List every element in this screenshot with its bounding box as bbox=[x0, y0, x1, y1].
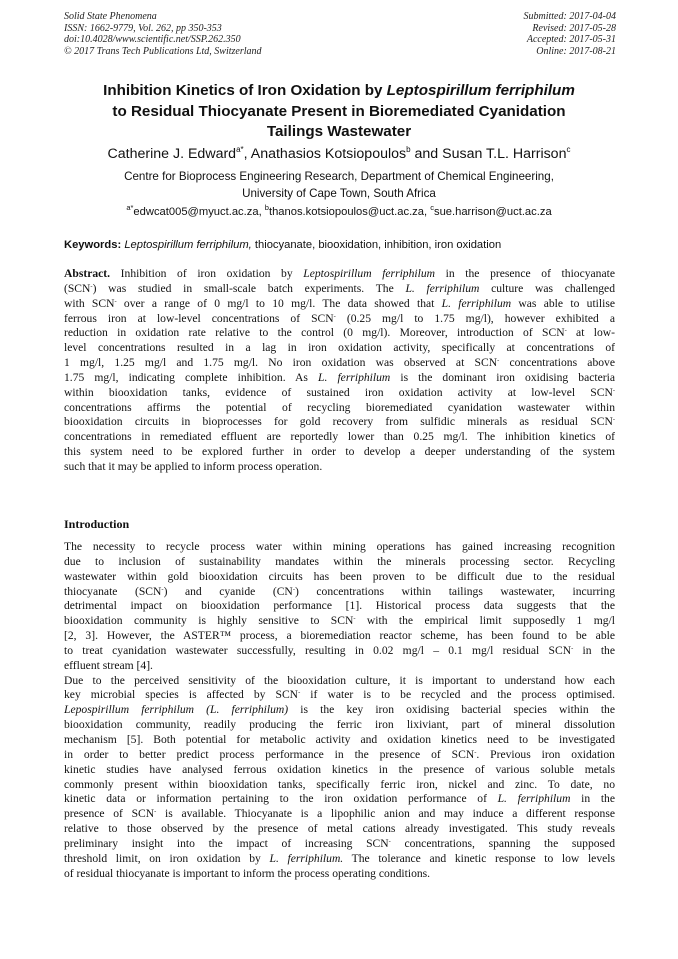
email-b: thanos.kotsiopoulos@uct.ac.za, bbox=[268, 206, 431, 218]
email-c-mark: c bbox=[430, 203, 434, 212]
text-run: presence of SCN bbox=[64, 807, 155, 821]
introduction-line bbox=[64, 822, 615, 837]
text-run: The tolerance and kinetic response to low levels bbox=[343, 851, 615, 865]
italic-text: L. ferriphilum. bbox=[269, 851, 344, 865]
journal-doi: doi:10.4028/www.scientific.net/SSP.262.350 bbox=[64, 34, 241, 46]
date-online: Online: 2017-08-21 bbox=[536, 45, 616, 57]
date-revised: Revised: 2017-05-28 bbox=[532, 22, 616, 34]
italic-text: Leptospirillum ferriphilum bbox=[303, 267, 436, 280]
introduction-line bbox=[64, 748, 615, 763]
introduction-line bbox=[64, 659, 615, 674]
superscript: - bbox=[298, 689, 301, 697]
text-run: in order to better predict process performance in the presence of SCN bbox=[64, 747, 475, 761]
introduction-line bbox=[64, 867, 615, 882]
text-run: level concentrations resulted in a lag in iron oxidation activity, specifically at concentrations of bbox=[64, 341, 615, 355]
text-run: in the bbox=[573, 643, 615, 657]
text-run: (SCN bbox=[64, 281, 91, 295]
author-1-mark: a* bbox=[236, 145, 244, 154]
text-run: is the key iron oxidising bacterial species within the bbox=[288, 703, 615, 717]
text-run: biooxidation circuits in bioprocesses for gold recovery from sulfidic minerals as residual SCN bbox=[64, 415, 613, 429]
text-run: concentrations affirms the potential of recycling bioremediated cyanidation wastewater within bbox=[64, 400, 615, 414]
text-run: is available. Thiocyanate is a lipophilic anion and may induce a different response bbox=[156, 807, 615, 821]
text-run: relative to those observed by the presence of metal cations already investigated. This study reveals bbox=[64, 822, 615, 836]
text-run: The necessity to recycle process water within mining operations has gained increasing recognition bbox=[64, 540, 615, 553]
introduction-line bbox=[64, 674, 615, 689]
text-run: biooxidation community, readily producing the ferric iron lixiviant, part of mineral dissolution bbox=[64, 718, 615, 732]
text-run: due to inclusion of sustainability mandates within the minerals processing sector. Recycling bbox=[64, 554, 615, 568]
text-run: biooxidation community is highly sensitive to SCN bbox=[64, 614, 354, 628]
text-run: wastewater within gold biooxidation circuits has been proven to be difficult due to the residual bbox=[64, 569, 615, 583]
text-run: [2, 3]. However, the ASTER™ process, a bioremediation reactor scheme, has been found to be able bbox=[64, 629, 615, 643]
text-run: reduction in oxidation rate relative to the control (0 mg/l). Moreover, introduction of SCN bbox=[64, 326, 565, 340]
superscript: - bbox=[292, 585, 295, 593]
abstract-line bbox=[64, 312, 615, 327]
introduction-line bbox=[64, 778, 615, 793]
abstract-line bbox=[64, 326, 615, 341]
date-accepted: Accepted: 2017-05-31 bbox=[526, 34, 616, 46]
introduction-line bbox=[64, 852, 615, 867]
introduction-line bbox=[64, 585, 615, 600]
text-run: this system need to be explored further in order to develop a deeper understanding of the system bbox=[64, 445, 615, 459]
superscript: - bbox=[612, 416, 615, 424]
italic-text: Lepospirillum ferriphilum (L. ferriphilum) bbox=[64, 703, 289, 717]
title-line-3: Tailings Wastewater bbox=[266, 123, 412, 140]
text-run: in the bbox=[570, 792, 615, 806]
keywords-label: Keywords: bbox=[64, 239, 122, 251]
text-run: 1.75 mg/l, indicating complete inhibition. As bbox=[64, 370, 319, 384]
superscript: - bbox=[161, 585, 164, 593]
superscript: - bbox=[154, 808, 157, 816]
text-run: ) and cyanide (CN bbox=[163, 584, 293, 598]
introduction-line bbox=[64, 763, 615, 778]
text-run: within biooxidation tanks, evidence of sustained iron oxidation activity at low-level SCN bbox=[64, 385, 613, 399]
journal-issn: ISSN: 1662-9779, Vol. 262, pp 350-353 bbox=[64, 22, 222, 34]
journal-name: Solid State Phenomena bbox=[64, 11, 157, 22]
superscript: - bbox=[497, 357, 500, 365]
superscript: - bbox=[90, 282, 93, 290]
introduction-line bbox=[64, 703, 615, 718]
introduction-line bbox=[64, 688, 615, 703]
superscript: - bbox=[388, 837, 391, 845]
text-run: kinetic data or information pertaining to the iron oxidation performance of bbox=[64, 792, 498, 806]
superscript: - bbox=[571, 644, 574, 652]
author-2-mark: b bbox=[406, 145, 411, 154]
introduction-body bbox=[64, 540, 615, 881]
abstract-line bbox=[64, 460, 615, 475]
introduction-line bbox=[64, 807, 615, 822]
abstract-line bbox=[64, 297, 615, 312]
text-run: . Previous iron oxidation bbox=[476, 747, 615, 761]
text-run: 1 mg/l, 1.25 mg/l and 1.75 mg/l. No iron oxidation was observed at SCN bbox=[64, 356, 498, 370]
text-run: commonly present within biooxidation tanks, specifically ferric iron, nickel and zinc. To date, no bbox=[64, 777, 615, 791]
author-list bbox=[20, 145, 658, 163]
text-run: to treat cyanidation wastewater successfully, resulting in 0.02 mg/l – 0.1 mg/l residual SCN bbox=[64, 643, 572, 657]
email-a-mark: a* bbox=[126, 203, 134, 212]
superscript: - bbox=[353, 615, 356, 623]
text-run: culture was challenged bbox=[479, 281, 615, 295]
author-3: and Susan T.L. Harrison bbox=[410, 146, 567, 162]
text-run: with the empirical limit supposedly 1 mg/l bbox=[355, 614, 615, 628]
keywords-italic: Leptospirillum ferriphilum, bbox=[124, 239, 252, 251]
introduction-heading: Introduction bbox=[64, 517, 130, 531]
author-emails bbox=[20, 205, 658, 220]
superscript: - bbox=[114, 297, 117, 305]
introduction-line bbox=[64, 599, 615, 614]
introduction-line bbox=[64, 629, 615, 644]
introduction-line bbox=[64, 570, 615, 585]
text-run: effluent stream [4]. bbox=[64, 658, 153, 672]
text-run: of residual thiocyanate is important to inform the process operating conditions. bbox=[64, 866, 431, 880]
text-run: Inhibition of iron oxidation by bbox=[110, 267, 304, 280]
text-run: with SCN bbox=[64, 296, 115, 310]
abstract-line bbox=[64, 401, 615, 416]
abstract-line bbox=[64, 386, 615, 401]
text-run: (0.25 mg/l to 1.75 mg/l), however exhibited a bbox=[335, 311, 615, 325]
affiliation-line-1: Centre for Bioprocess Engineering Research, Department of Chemical Engineering, bbox=[124, 170, 554, 183]
text-run: ) concentrations within tailings wastewater, incurring bbox=[294, 584, 615, 598]
introduction-line bbox=[64, 614, 615, 629]
italic-text: L. ferriphilum bbox=[497, 792, 571, 806]
abstract-line bbox=[64, 415, 615, 430]
email-b-mark: b bbox=[264, 203, 269, 212]
text-run: in the presence of thiocyanate bbox=[435, 267, 615, 280]
introduction-line bbox=[64, 733, 615, 748]
author-1: Catherine J. Edward bbox=[107, 146, 237, 162]
introduction-line bbox=[64, 837, 615, 852]
author-3-mark: c bbox=[566, 145, 571, 154]
text-run: such that it may be applied to inform process operation. bbox=[64, 459, 323, 473]
superscript: - bbox=[474, 748, 477, 756]
email-a: edwcat005@myuct.ac.za, bbox=[133, 206, 265, 218]
italic-text: L. ferriphilum bbox=[441, 296, 512, 310]
superscript: - bbox=[564, 327, 567, 335]
date-submitted: Submitted: 2017-04-04 bbox=[523, 11, 616, 22]
abstract-line bbox=[64, 371, 615, 386]
superscript: - bbox=[612, 386, 615, 394]
title-line-1b: Leptospirillum ferriphilum bbox=[386, 82, 575, 99]
introduction-line bbox=[64, 644, 615, 659]
text-run: concentrations, spanning the supposed bbox=[390, 836, 615, 850]
introduction-line bbox=[64, 792, 615, 807]
keywords-rest: thiocyanate, biooxidation, inhibition, iron oxidation bbox=[251, 239, 502, 251]
text-run: concentrations above bbox=[499, 356, 615, 370]
abstract-line bbox=[64, 430, 615, 445]
abstract-line bbox=[64, 282, 615, 297]
text-run: preliminary insight into the impact of increasing SCN bbox=[64, 836, 389, 850]
text-run: concentrations in remediated effluent are reportedly lower than 0.25 mg/l. The inhibition kinetics of bbox=[64, 430, 615, 444]
title-line-1a: Inhibition Kinetics of Iron Oxidation by bbox=[103, 82, 387, 99]
abstract-line bbox=[64, 445, 615, 460]
text-run: Due to the perceived sensitivity of the biooxidation culture, it is important to understand how each bbox=[64, 673, 615, 687]
abstract bbox=[64, 267, 615, 475]
text-run: ) was studied in small-scale batch experiments. The bbox=[92, 281, 406, 295]
abstract-line bbox=[64, 267, 615, 282]
italic-text: L. ferriphilum bbox=[318, 370, 391, 384]
text-run: if water is to be recycled and the process optimised. bbox=[300, 688, 616, 702]
text-run: ferrous iron at low-level concentrations of SCN bbox=[64, 311, 334, 325]
title-line-2: to Residual Thiocyanate Present in Bioremediated Cyanidation bbox=[112, 102, 566, 120]
affiliation bbox=[40, 168, 638, 202]
text-run: threshold limit, on iron oxidation by bbox=[64, 851, 270, 865]
italic-text: L. ferriphilum bbox=[405, 281, 480, 295]
text-run: at low- bbox=[566, 326, 615, 340]
introduction-line bbox=[64, 555, 615, 570]
text-run: thiocyanate (SCN bbox=[64, 584, 162, 598]
bold-label: Abstract. bbox=[64, 267, 111, 280]
abstract-line bbox=[64, 341, 615, 356]
affiliation-line-2: University of Cape Town, South Africa bbox=[242, 187, 436, 200]
journal-copyright: © 2017 Trans Tech Publications Ltd, Switzerland bbox=[64, 45, 262, 57]
introduction-line bbox=[64, 540, 615, 555]
text-run: key microbial species is affected by SCN bbox=[64, 688, 299, 702]
journal-header-left bbox=[64, 11, 262, 57]
text-run: was able to utilise bbox=[511, 296, 615, 310]
superscript: - bbox=[333, 312, 336, 320]
text-run: is the dominant iron oxidising bacteria bbox=[390, 370, 615, 384]
text-run: kinetic studies have analysed ferrous oxidation kinetics in the presence of various soluble metals bbox=[64, 762, 615, 776]
paper-title bbox=[40, 81, 638, 143]
text-run: mechanism [5]. Both potential for metabolic activity and oxidation kinetics need to be investigated bbox=[64, 732, 615, 746]
introduction-line bbox=[64, 718, 615, 733]
email-c: sue.harrison@uct.ac.za bbox=[433, 206, 552, 218]
text-run: detrimental impact on biooxidation performance [1]. Historical process data suggests that the bbox=[64, 599, 615, 613]
keywords bbox=[64, 238, 616, 252]
abstract-line bbox=[64, 356, 615, 371]
author-2: , Anathasios Kotsiopoulos bbox=[243, 146, 407, 162]
journal-header-right bbox=[524, 11, 617, 57]
text-run: over a range of 0 mg/l to 10 mg/l. The data showed that bbox=[116, 296, 442, 310]
